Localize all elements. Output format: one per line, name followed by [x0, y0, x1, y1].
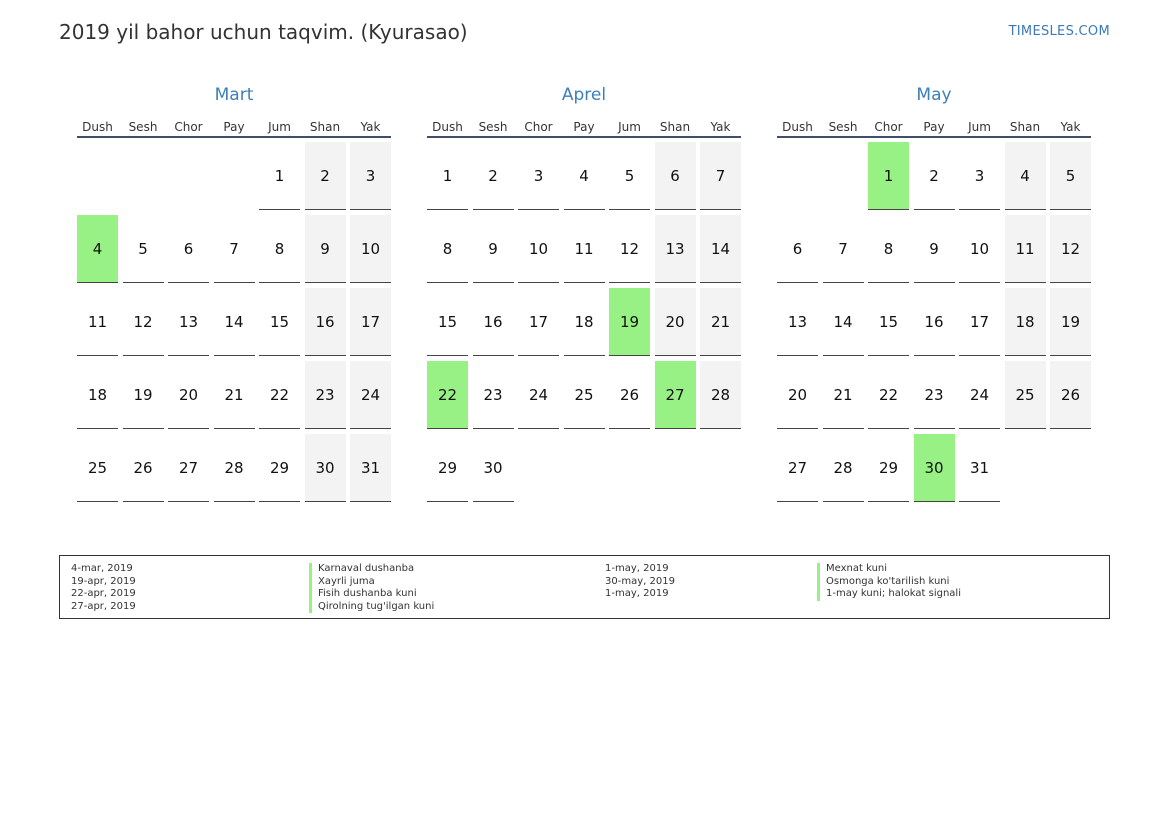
legend-names-1 — [309, 563, 434, 613]
day-cell[interactable]: 24 — [959, 361, 1000, 429]
day-cell[interactable]: 28 — [700, 361, 741, 429]
day-cell[interactable]: 12 — [609, 215, 650, 283]
day-cell[interactable]: 11 — [564, 215, 605, 283]
day-cell[interactable]: 6 — [655, 142, 696, 210]
day-cell[interactable]: 26 — [1050, 361, 1091, 429]
day-cell[interactable]: 15 — [427, 288, 468, 356]
empty-cell — [168, 142, 209, 210]
empty-cell — [777, 142, 818, 210]
day-cell[interactable]: 20 — [777, 361, 818, 429]
day-grid — [777, 142, 1091, 502]
day-cell[interactable]: 11 — [1005, 215, 1046, 283]
weekday-label: Jum — [968, 120, 991, 134]
legend-entry: Qirolning tug'ilgan kuni — [309, 601, 434, 614]
day-cell[interactable]: 18 — [77, 361, 118, 429]
day-cell[interactable]: 12 — [123, 288, 164, 356]
month-march — [77, 82, 391, 502]
day-cell[interactable]: 23 — [473, 361, 514, 429]
weekday-label: Shan — [1009, 120, 1041, 134]
day-cell[interactable]: 13 — [777, 288, 818, 356]
day-cell[interactable]: 7 — [823, 215, 864, 283]
weekday-label: Sesh — [478, 120, 508, 134]
legend-entry: Xayrli juma — [309, 576, 434, 589]
weekday-label: Dush — [782, 120, 813, 134]
month-april — [427, 82, 741, 502]
day-cell[interactable]: 23 — [914, 361, 955, 429]
weekday-label: Dush — [432, 120, 463, 134]
day-cell[interactable]: 1 — [427, 142, 468, 210]
day-cell[interactable]: 7 — [214, 215, 255, 283]
holiday-day-cell[interactable]: 1 — [868, 142, 909, 210]
empty-cell — [123, 142, 164, 210]
weekday-header — [427, 110, 741, 138]
legend-dates-1 — [71, 563, 136, 613]
legend-entry: 1-may kuni; halokat signali — [817, 588, 961, 601]
day-cell[interactable]: 30 — [473, 434, 514, 502]
weekday-label: Chor — [874, 120, 903, 134]
day-cell[interactable]: 27 — [168, 434, 209, 502]
day-grid — [427, 142, 741, 502]
day-cell[interactable]: 26 — [609, 361, 650, 429]
weekday-label: Shan — [309, 120, 341, 134]
day-cell[interactable]: 16 — [473, 288, 514, 356]
day-cell[interactable]: 17 — [350, 288, 391, 356]
weekday-label: Chor — [174, 120, 203, 134]
day-cell[interactable]: 13 — [655, 215, 696, 283]
day-cell[interactable]: 28 — [214, 434, 255, 502]
day-cell[interactable]: 8 — [868, 215, 909, 283]
day-cell[interactable]: 26 — [123, 434, 164, 502]
day-cell[interactable]: 12 — [1050, 215, 1091, 283]
day-cell[interactable]: 8 — [259, 215, 300, 283]
day-cell[interactable]: 16 — [305, 288, 346, 356]
day-cell[interactable]: 3 — [959, 142, 1000, 210]
holiday-legend — [59, 555, 1110, 619]
day-cell[interactable]: 4 — [1005, 142, 1046, 210]
day-cell[interactable]: 6 — [168, 215, 209, 283]
legend-entry: 30-may, 2019 — [605, 575, 675, 587]
day-cell[interactable]: 9 — [473, 215, 514, 283]
weekday-label: Yak — [1060, 120, 1081, 134]
legend-entry: 19-apr, 2019 — [71, 575, 136, 587]
day-cell[interactable]: 19 — [1050, 288, 1091, 356]
weekday-label: Sesh — [128, 120, 158, 134]
day-cell[interactable]: 3 — [350, 142, 391, 210]
day-cell[interactable]: 9 — [305, 215, 346, 283]
weekday-label: Dush — [82, 120, 113, 134]
day-cell[interactable]: 1 — [259, 142, 300, 210]
day-cell[interactable]: 29 — [868, 434, 909, 502]
day-cell[interactable]: 19 — [123, 361, 164, 429]
day-cell[interactable]: 27 — [777, 434, 818, 502]
legend-entry: Karnaval dushanba — [309, 563, 434, 576]
day-cell[interactable]: 18 — [1005, 288, 1046, 356]
day-cell[interactable]: 5 — [123, 215, 164, 283]
day-cell[interactable]: 28 — [823, 434, 864, 502]
day-cell[interactable]: 10 — [518, 215, 559, 283]
day-grid — [77, 142, 391, 502]
day-cell[interactable]: 21 — [700, 288, 741, 356]
legend-dates-2 — [605, 563, 675, 601]
day-cell[interactable]: 5 — [609, 142, 650, 210]
holiday-day-cell[interactable]: 19 — [609, 288, 650, 356]
weekday-label: Shan — [659, 120, 691, 134]
day-cell[interactable]: 15 — [259, 288, 300, 356]
weekday-label: Sesh — [828, 120, 858, 134]
legend-names-2 — [817, 563, 961, 601]
legend-entry: Mexnat kuni — [817, 563, 961, 576]
day-cell[interactable]: 18 — [564, 288, 605, 356]
day-cell[interactable]: 10 — [959, 215, 1000, 283]
day-cell[interactable]: 29 — [259, 434, 300, 502]
day-cell[interactable]: 15 — [868, 288, 909, 356]
day-cell[interactable]: 24 — [518, 361, 559, 429]
month-title: May — [916, 85, 952, 105]
day-cell[interactable]: 3 — [518, 142, 559, 210]
holiday-day-cell[interactable]: 27 — [655, 361, 696, 429]
day-cell[interactable]: 2 — [473, 142, 514, 210]
weekday-label: Chor — [524, 120, 553, 134]
weekday-header — [77, 110, 391, 138]
legend-entry: 1-may, 2019 — [605, 563, 669, 574]
empty-cell — [77, 142, 118, 210]
legend-entry: Fisih dushanba kuni — [309, 588, 434, 601]
day-cell[interactable]: 9 — [914, 215, 955, 283]
day-cell[interactable]: 25 — [564, 361, 605, 429]
day-cell[interactable]: 22 — [259, 361, 300, 429]
day-cell[interactable]: 14 — [823, 288, 864, 356]
empty-cell — [214, 142, 255, 210]
day-cell[interactable]: 6 — [777, 215, 818, 283]
day-cell[interactable]: 8 — [427, 215, 468, 283]
day-cell[interactable]: 2 — [305, 142, 346, 210]
day-cell[interactable]: 31 — [350, 434, 391, 502]
day-cell[interactable]: 17 — [518, 288, 559, 356]
day-cell[interactable]: 30 — [305, 434, 346, 502]
day-cell[interactable]: 5 — [1050, 142, 1091, 210]
weekday-header — [777, 110, 1091, 138]
weekday-label: Pay — [923, 120, 945, 134]
day-cell[interactable]: 16 — [914, 288, 955, 356]
holiday-day-cell[interactable]: 22 — [427, 361, 468, 429]
month-may — [777, 82, 1091, 502]
holiday-day-cell[interactable]: 4 — [77, 215, 118, 283]
day-cell[interactable]: 13 — [168, 288, 209, 356]
legend-entry: 22-apr, 2019 — [71, 588, 136, 599]
empty-cell — [823, 142, 864, 210]
day-cell[interactable]: 24 — [350, 361, 391, 429]
day-cell[interactable]: 7 — [700, 142, 741, 210]
holiday-day-cell[interactable]: 30 — [914, 434, 955, 502]
weekday-label: Yak — [360, 120, 381, 134]
legend-entry: 1-may, 2019 — [605, 588, 669, 599]
day-cell[interactable]: 31 — [959, 434, 1000, 502]
month-title: Mart — [214, 85, 254, 105]
day-cell[interactable]: 11 — [77, 288, 118, 356]
legend-entry: 27-apr, 2019 — [71, 600, 136, 612]
site-link[interactable]: TIMESLES.COM — [1008, 24, 1110, 39]
weekday-label: Pay — [573, 120, 595, 134]
day-cell[interactable]: 21 — [214, 361, 255, 429]
month-title: Aprel — [561, 85, 607, 105]
day-cell[interactable]: 14 — [214, 288, 255, 356]
weekday-label: Yak — [710, 120, 731, 134]
day-cell[interactable]: 14 — [700, 215, 741, 283]
weekday-label: Jum — [268, 120, 291, 134]
day-cell[interactable]: 25 — [1005, 361, 1046, 429]
day-cell[interactable]: 10 — [350, 215, 391, 283]
day-cell[interactable]: 23 — [305, 361, 346, 429]
legend-entry: 4-mar, 2019 — [71, 563, 133, 574]
page-title: 2019 yil bahor uchun taqvim. (Kyurasao) — [59, 20, 468, 44]
day-cell[interactable]: 25 — [77, 434, 118, 502]
day-cell[interactable]: 21 — [823, 361, 864, 429]
day-cell[interactable]: 20 — [655, 288, 696, 356]
legend-entry: Osmonga ko'tarilish kuni — [817, 576, 961, 589]
weekday-label: Jum — [618, 120, 641, 134]
day-cell[interactable]: 29 — [427, 434, 468, 502]
day-cell[interactable]: 20 — [168, 361, 209, 429]
weekday-label: Pay — [223, 120, 245, 134]
day-cell[interactable]: 22 — [868, 361, 909, 429]
day-cell[interactable]: 2 — [914, 142, 955, 210]
day-cell[interactable]: 4 — [564, 142, 605, 210]
day-cell[interactable]: 17 — [959, 288, 1000, 356]
